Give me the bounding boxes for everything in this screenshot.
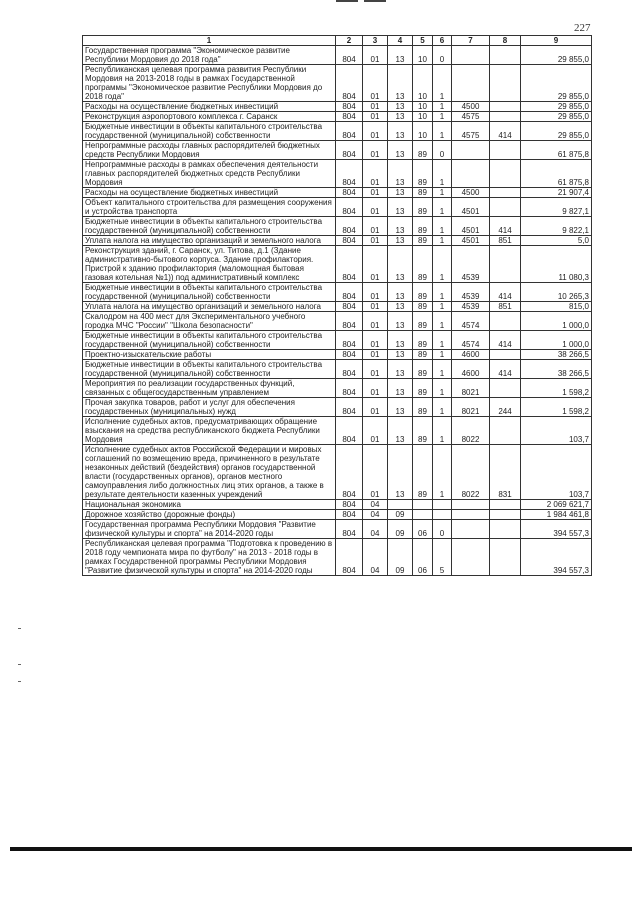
code-expense-type: 414 bbox=[490, 122, 521, 141]
code-target bbox=[452, 539, 490, 576]
code-target: 4539 bbox=[452, 283, 490, 302]
column-header: 1 bbox=[83, 36, 336, 46]
code-target: 4574 bbox=[452, 331, 490, 350]
code-subsection: 09 bbox=[388, 510, 413, 520]
table-row bbox=[83, 65, 592, 102]
row-name: Реконструкция аэропортового комплекса г. Саранск bbox=[83, 112, 336, 122]
code-program: 89 bbox=[413, 141, 433, 160]
code-target: 4501 bbox=[452, 198, 490, 217]
row-name: Республиканская целевая программа "Подготовка к проведению в 2018 году чемпионата мира по футболу" на 2013 - 2018 годы в рамках Государственной программы Республики Мордовия "Развитие физической культуры и спорта" на 2014-2020 годы bbox=[83, 539, 336, 576]
code-grbs: 804 bbox=[336, 46, 363, 65]
code-program: 89 bbox=[413, 398, 433, 417]
page-number: 227 bbox=[574, 22, 591, 34]
column-header: 9 bbox=[521, 36, 592, 46]
code-subprogram: 1 bbox=[433, 312, 452, 331]
row-name: Уплата налога на имущество организаций и земельного налога bbox=[83, 302, 336, 312]
row-amount: 61 875,8 bbox=[521, 141, 592, 160]
code-target: 4575 bbox=[452, 122, 490, 141]
code-section: 01 bbox=[363, 283, 388, 302]
code-expense-type bbox=[490, 188, 521, 198]
code-section: 01 bbox=[363, 188, 388, 198]
code-target: 8022 bbox=[452, 445, 490, 500]
code-program: 89 bbox=[413, 217, 433, 236]
code-expense-type bbox=[490, 246, 521, 283]
code-program: 89 bbox=[413, 302, 433, 312]
code-program: 89 bbox=[413, 379, 433, 398]
code-target: 4500 bbox=[452, 102, 490, 112]
row-amount: 9 827,1 bbox=[521, 198, 592, 217]
code-target bbox=[452, 65, 490, 102]
code-target: 4500 bbox=[452, 188, 490, 198]
code-subsection: 13 bbox=[388, 188, 413, 198]
code-section: 01 bbox=[363, 360, 388, 379]
row-name: Бюджетные инвестиции в объекты капитального строительства государственной (муниципальной) собственности bbox=[83, 283, 336, 302]
row-amount: 103,7 bbox=[521, 445, 592, 500]
code-section: 01 bbox=[363, 65, 388, 102]
code-program: 89 bbox=[413, 331, 433, 350]
code-grbs: 804 bbox=[336, 112, 363, 122]
code-expense-type bbox=[490, 312, 521, 331]
code-target bbox=[452, 510, 490, 520]
code-subprogram: 1 bbox=[433, 102, 452, 112]
row-amount: 21 907,4 bbox=[521, 188, 592, 198]
code-program: 89 bbox=[413, 198, 433, 217]
code-subprogram: 1 bbox=[433, 331, 452, 350]
row-name: Реконструкция зданий, г. Саранск, ул. Титова, д.1 (Здание административно-бытового корпуса. Здание профилактория. Пристрой к зданию профилактория (маломощная бытовая газовая котельная №1)) под административный комплекс bbox=[83, 246, 336, 283]
table-row bbox=[83, 160, 592, 188]
code-subsection: 13 bbox=[388, 417, 413, 445]
table-row bbox=[83, 188, 592, 198]
code-subsection: 13 bbox=[388, 350, 413, 360]
row-amount: 61 875,8 bbox=[521, 160, 592, 188]
code-expense-type bbox=[490, 102, 521, 112]
code-expense-type bbox=[490, 417, 521, 445]
code-target bbox=[452, 520, 490, 539]
table-row bbox=[83, 236, 592, 246]
code-expense-type: 851 bbox=[490, 302, 521, 312]
code-subsection: 13 bbox=[388, 445, 413, 500]
table-row bbox=[83, 500, 592, 510]
code-program: 89 bbox=[413, 350, 433, 360]
row-name: Объект капитального строительства для размещения сооружения и устройства транспорта bbox=[83, 198, 336, 217]
table-row bbox=[83, 198, 592, 217]
row-amount: 103,7 bbox=[521, 417, 592, 445]
row-amount: 1 000,0 bbox=[521, 312, 592, 331]
code-program: 10 bbox=[413, 112, 433, 122]
row-amount: 29 855,0 bbox=[521, 65, 592, 102]
row-name: Бюджетные инвестиции в объекты капитального строительства государственной (муниципальной) собственности bbox=[83, 360, 336, 379]
code-target: 4539 bbox=[452, 246, 490, 283]
code-section: 01 bbox=[363, 246, 388, 283]
code-subprogram: 1 bbox=[433, 160, 452, 188]
code-grbs: 804 bbox=[336, 398, 363, 417]
code-expense-type bbox=[490, 198, 521, 217]
code-program bbox=[413, 510, 433, 520]
code-program: 89 bbox=[413, 188, 433, 198]
row-amount: 394 557,3 bbox=[521, 539, 592, 576]
code-section: 01 bbox=[363, 102, 388, 112]
row-amount: 11 080,3 bbox=[521, 246, 592, 283]
code-subsection: 13 bbox=[388, 302, 413, 312]
code-program: 10 bbox=[413, 46, 433, 65]
table-row bbox=[83, 510, 592, 520]
code-grbs: 804 bbox=[336, 520, 363, 539]
code-expense-type: 414 bbox=[490, 283, 521, 302]
code-grbs: 804 bbox=[336, 188, 363, 198]
row-amount: 38 266,5 bbox=[521, 350, 592, 360]
code-subprogram: 1 bbox=[433, 302, 452, 312]
code-target bbox=[452, 160, 490, 188]
code-target: 8021 bbox=[452, 398, 490, 417]
code-expense-type: 414 bbox=[490, 217, 521, 236]
code-program: 89 bbox=[413, 160, 433, 188]
column-header: 5 bbox=[413, 36, 433, 46]
table-row bbox=[83, 102, 592, 112]
code-subprogram: 1 bbox=[433, 112, 452, 122]
code-target bbox=[452, 141, 490, 160]
code-subprogram: 1 bbox=[433, 236, 452, 246]
row-name: Государственная программа Республики Мордовия "Развитие физической культуры и спорта" на 2014-2020 годы bbox=[83, 520, 336, 539]
code-subprogram: 1 bbox=[433, 398, 452, 417]
table-header-row bbox=[83, 36, 592, 46]
code-grbs: 804 bbox=[336, 445, 363, 500]
code-target: 8021 bbox=[452, 379, 490, 398]
code-grbs: 804 bbox=[336, 510, 363, 520]
code-subprogram: 1 bbox=[433, 350, 452, 360]
code-section: 01 bbox=[363, 312, 388, 331]
code-grbs: 804 bbox=[336, 236, 363, 246]
code-expense-type bbox=[490, 500, 521, 510]
code-section: 01 bbox=[363, 236, 388, 246]
code-program bbox=[413, 500, 433, 510]
row-name: Государственная программа "Экономическое развитие Республики Мордовия до 2018 года" bbox=[83, 46, 336, 65]
code-subsection: 13 bbox=[388, 46, 413, 65]
scan-top-mark bbox=[336, 0, 386, 4]
code-grbs: 804 bbox=[336, 102, 363, 112]
table-row bbox=[83, 112, 592, 122]
code-expense-type bbox=[490, 510, 521, 520]
row-amount: 2 069 621,7 bbox=[521, 500, 592, 510]
code-section: 01 bbox=[363, 445, 388, 500]
code-section: 01 bbox=[363, 331, 388, 350]
code-expense-type: 244 bbox=[490, 398, 521, 417]
row-name: Проектно-изыскательские работы bbox=[83, 350, 336, 360]
code-program: 89 bbox=[413, 312, 433, 331]
margin-mark bbox=[18, 628, 21, 629]
code-grbs: 804 bbox=[336, 360, 363, 379]
code-grbs: 804 bbox=[336, 302, 363, 312]
code-section: 04 bbox=[363, 500, 388, 510]
code-program: 10 bbox=[413, 65, 433, 102]
table-row bbox=[83, 302, 592, 312]
code-grbs: 804 bbox=[336, 350, 363, 360]
code-subsection: 13 bbox=[388, 312, 413, 331]
code-subprogram: 1 bbox=[433, 283, 452, 302]
code-grbs: 804 bbox=[336, 331, 363, 350]
row-amount: 9 822,1 bbox=[521, 217, 592, 236]
row-name: Уплата налога на имущество организаций и земельного налога bbox=[83, 236, 336, 246]
code-subsection: 09 bbox=[388, 539, 413, 576]
code-subprogram: 1 bbox=[433, 198, 452, 217]
code-expense-type bbox=[490, 379, 521, 398]
code-grbs: 804 bbox=[336, 539, 363, 576]
row-amount: 29 855,0 bbox=[521, 122, 592, 141]
code-grbs: 804 bbox=[336, 246, 363, 283]
code-subprogram: 1 bbox=[433, 122, 452, 141]
code-target: 4574 bbox=[452, 312, 490, 331]
row-name: Непрограммные расходы в рамках обеспечения деятельности главных распорядителей бюджетных средств Республики Мордовия bbox=[83, 160, 336, 188]
table-row bbox=[83, 379, 592, 398]
row-name: Дорожное хозяйство (дорожные фонды) bbox=[83, 510, 336, 520]
code-subprogram: 1 bbox=[433, 246, 452, 283]
code-program: 89 bbox=[413, 283, 433, 302]
code-target: 4501 bbox=[452, 217, 490, 236]
row-name: Расходы на осуществление бюджетных инвестиций bbox=[83, 102, 336, 112]
code-grbs: 804 bbox=[336, 198, 363, 217]
code-subsection: 09 bbox=[388, 520, 413, 539]
budget-table bbox=[82, 35, 592, 576]
table-row bbox=[83, 246, 592, 283]
code-grbs: 804 bbox=[336, 217, 363, 236]
row-name: Бюджетные инвестиции в объекты капитального строительства государственной (муниципальной) собственности bbox=[83, 122, 336, 141]
code-program: 06 bbox=[413, 520, 433, 539]
code-subprogram: 1 bbox=[433, 65, 452, 102]
code-subprogram: 1 bbox=[433, 360, 452, 379]
code-subsection: 13 bbox=[388, 102, 413, 112]
code-section: 01 bbox=[363, 122, 388, 141]
code-section: 04 bbox=[363, 510, 388, 520]
code-section: 01 bbox=[363, 302, 388, 312]
row-amount: 815,0 bbox=[521, 302, 592, 312]
code-subsection: 13 bbox=[388, 141, 413, 160]
column-header: 6 bbox=[433, 36, 452, 46]
code-expense-type bbox=[490, 350, 521, 360]
column-header: 8 bbox=[490, 36, 521, 46]
code-subprogram: 1 bbox=[433, 417, 452, 445]
code-section: 04 bbox=[363, 520, 388, 539]
code-subprogram bbox=[433, 500, 452, 510]
code-subsection: 13 bbox=[388, 379, 413, 398]
row-amount: 29 855,0 bbox=[521, 46, 592, 65]
code-target: 4600 bbox=[452, 350, 490, 360]
table-row bbox=[83, 539, 592, 576]
table-row bbox=[83, 398, 592, 417]
code-subsection bbox=[388, 500, 413, 510]
row-name: Бюджетные инвестиции в объекты капитального строительства государственной (муниципальной) собственности bbox=[83, 217, 336, 236]
row-name: Национальная экономика bbox=[83, 500, 336, 510]
code-subprogram: 0 bbox=[433, 46, 452, 65]
row-amount: 1 598,2 bbox=[521, 379, 592, 398]
code-grbs: 804 bbox=[336, 283, 363, 302]
code-subprogram: 0 bbox=[433, 141, 452, 160]
code-subsection: 13 bbox=[388, 398, 413, 417]
code-section: 01 bbox=[363, 350, 388, 360]
code-section: 01 bbox=[363, 398, 388, 417]
row-name: Бюджетные инвестиции в объекты капитального строительства государственной (муниципальной) собственности bbox=[83, 331, 336, 350]
code-grbs: 804 bbox=[336, 160, 363, 188]
code-expense-type: 414 bbox=[490, 331, 521, 350]
code-section: 01 bbox=[363, 217, 388, 236]
code-grbs: 804 bbox=[336, 417, 363, 445]
table-row bbox=[83, 46, 592, 65]
table-row bbox=[83, 312, 592, 331]
code-program: 89 bbox=[413, 236, 433, 246]
code-expense-type: 414 bbox=[490, 360, 521, 379]
row-name: Скалодром на 400 мест для Экспериментального учебного городка МЧС "России" "Школа безопасности" bbox=[83, 312, 336, 331]
code-section: 04 bbox=[363, 539, 388, 576]
code-subprogram: 1 bbox=[433, 445, 452, 500]
code-subsection: 13 bbox=[388, 112, 413, 122]
code-subprogram: 0 bbox=[433, 520, 452, 539]
code-program: 89 bbox=[413, 246, 433, 283]
code-grbs: 804 bbox=[336, 500, 363, 510]
code-subprogram: 1 bbox=[433, 217, 452, 236]
code-subsection: 13 bbox=[388, 360, 413, 379]
code-expense-type bbox=[490, 65, 521, 102]
row-amount: 29 855,0 bbox=[521, 102, 592, 112]
code-section: 01 bbox=[363, 112, 388, 122]
table-row bbox=[83, 360, 592, 379]
row-amount: 1 000,0 bbox=[521, 331, 592, 350]
row-amount: 10 265,3 bbox=[521, 283, 592, 302]
row-amount: 1 984 461,8 bbox=[521, 510, 592, 520]
code-expense-type bbox=[490, 46, 521, 65]
column-header: 3 bbox=[363, 36, 388, 46]
code-grbs: 804 bbox=[336, 141, 363, 160]
code-subprogram bbox=[433, 510, 452, 520]
code-subprogram: 5 bbox=[433, 539, 452, 576]
code-expense-type bbox=[490, 520, 521, 539]
column-header: 7 bbox=[452, 36, 490, 46]
code-grbs: 804 bbox=[336, 122, 363, 141]
table-row bbox=[83, 445, 592, 500]
code-target: 4600 bbox=[452, 360, 490, 379]
code-subsection: 13 bbox=[388, 283, 413, 302]
row-name: Непрограммные расходы главных распорядителей бюджетных средств Республики Мордовия bbox=[83, 141, 336, 160]
table-row bbox=[83, 520, 592, 539]
code-section: 01 bbox=[363, 379, 388, 398]
code-subsection: 13 bbox=[388, 198, 413, 217]
row-name: Исполнение судебных актов, предусматривающих обращение взыскания на средства республиканского бюджета Республики Мордовия bbox=[83, 417, 336, 445]
row-amount: 5,0 bbox=[521, 236, 592, 246]
row-name: Мероприятия по реализации государственных функций, связанных с общегосударственным управлением bbox=[83, 379, 336, 398]
code-program: 10 bbox=[413, 102, 433, 112]
code-grbs: 804 bbox=[336, 379, 363, 398]
row-amount: 38 266,5 bbox=[521, 360, 592, 379]
margin-mark bbox=[18, 681, 21, 682]
table-row bbox=[83, 331, 592, 350]
code-expense-type bbox=[490, 160, 521, 188]
code-subprogram: 1 bbox=[433, 188, 452, 198]
table-row bbox=[83, 350, 592, 360]
code-section: 01 bbox=[363, 46, 388, 65]
table-row bbox=[83, 122, 592, 141]
column-header: 4 bbox=[388, 36, 413, 46]
code-expense-type bbox=[490, 539, 521, 576]
table-row bbox=[83, 417, 592, 445]
code-expense-type: 851 bbox=[490, 236, 521, 246]
row-amount: 29 855,0 bbox=[521, 112, 592, 122]
code-subsection: 13 bbox=[388, 65, 413, 102]
table-row bbox=[83, 283, 592, 302]
code-target: 4539 bbox=[452, 302, 490, 312]
code-section: 01 bbox=[363, 141, 388, 160]
code-expense-type bbox=[490, 112, 521, 122]
table-row bbox=[83, 217, 592, 236]
code-subsection: 13 bbox=[388, 160, 413, 188]
code-target: 4501 bbox=[452, 236, 490, 246]
code-subsection: 13 bbox=[388, 122, 413, 141]
code-expense-type: 831 bbox=[490, 445, 521, 500]
code-expense-type bbox=[490, 141, 521, 160]
code-subsection: 13 bbox=[388, 217, 413, 236]
code-subsection: 13 bbox=[388, 331, 413, 350]
code-subsection: 13 bbox=[388, 236, 413, 246]
code-section: 01 bbox=[363, 417, 388, 445]
code-program: 89 bbox=[413, 445, 433, 500]
row-name: Прочая закупка товаров, работ и услуг для обеспечения государственных (муниципальных) нужд bbox=[83, 398, 336, 417]
margin-mark bbox=[18, 664, 21, 665]
code-grbs: 804 bbox=[336, 65, 363, 102]
code-target bbox=[452, 500, 490, 510]
code-target: 8022 bbox=[452, 417, 490, 445]
code-subsection: 13 bbox=[388, 246, 413, 283]
code-program: 06 bbox=[413, 539, 433, 576]
code-program: 89 bbox=[413, 417, 433, 445]
table-row bbox=[83, 141, 592, 160]
scan-bottom-edge bbox=[10, 847, 632, 851]
code-target bbox=[452, 46, 490, 65]
row-amount: 1 598,2 bbox=[521, 398, 592, 417]
row-name: Расходы на осуществление бюджетных инвестиций bbox=[83, 188, 336, 198]
row-name: Республиканская целевая программа развития Республики Мордовия на 2013-2018 годы в рамках Государственной программы "Экономическое развитие Республики Мордовия до 2018 года" bbox=[83, 65, 336, 102]
code-subprogram: 1 bbox=[433, 379, 452, 398]
column-header: 2 bbox=[336, 36, 363, 46]
code-section: 01 bbox=[363, 160, 388, 188]
code-section: 01 bbox=[363, 198, 388, 217]
code-target: 4575 bbox=[452, 112, 490, 122]
row-amount: 394 557,3 bbox=[521, 520, 592, 539]
row-name: Исполнение судебных актов Российской Федерации и мировых соглашений по возмещению вреда, причиненного в результате незаконных действий (бездействия) органов государственной власти (государственных органов), органов местного самоуправления либо должностных лиц этих органов, а также в результате деятельности казенных учреждений bbox=[83, 445, 336, 500]
code-program: 89 bbox=[413, 360, 433, 379]
code-program: 10 bbox=[413, 122, 433, 141]
code-grbs: 804 bbox=[336, 312, 363, 331]
